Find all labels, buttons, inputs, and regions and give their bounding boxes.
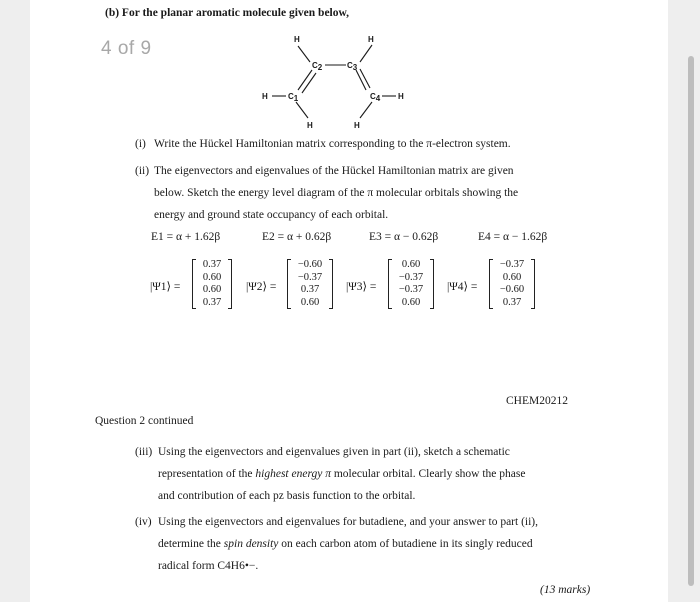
psi1-c3: 0.60 <box>202 284 222 295</box>
ket-psi2: |Ψ2⟩ = <box>246 281 277 293</box>
eigenvector-psi2 <box>287 259 333 309</box>
question-iii-emphasis: highest energy π <box>255 468 331 480</box>
ket-psi3: |Ψ3⟩ = <box>346 281 377 293</box>
question-ii-line1: The eigenvectors and eigenvalues of the Hückel Hamiltonian matrix are given <box>154 165 514 177</box>
psi2-c4: 0.60 <box>300 296 320 308</box>
atom-c3: C3 <box>347 61 358 72</box>
psi2-c1: −0.60 <box>297 259 323 270</box>
atom-c2: C2 <box>312 61 323 72</box>
ket-psi1: |Ψ1⟩ = <box>150 281 181 293</box>
atom-c1: C1 <box>288 92 299 103</box>
atom-h-top-right: H <box>368 35 374 44</box>
atom-c4: C4 <box>370 92 381 103</box>
course-code: CHEM20212 <box>506 395 568 407</box>
marks-label: (13 marks) <box>540 584 591 596</box>
psi3-c3: −0.37 <box>398 284 424 295</box>
eigenvalue-e1: E1 = α + 1.62β <box>151 231 221 243</box>
question-iv-line2c: on each carbon atom of butadiene in its singly reduced <box>278 538 533 550</box>
atom-h-bottom-left: H <box>307 121 313 130</box>
question-iii-line1: Using the eigenvectors and eigenvalues given in part (ii), sketch a schematic <box>158 446 510 458</box>
question-ii-number: (ii) <box>135 165 150 177</box>
atom-h-left: H <box>262 92 268 101</box>
psi3-c1: 0.60 <box>401 259 421 270</box>
bond-c2-c1 <box>298 70 312 90</box>
bond-h-c2 <box>298 46 310 62</box>
psi4-c3: −0.60 <box>499 284 525 295</box>
question-iii-line2a: representation of the <box>158 468 256 480</box>
eigenvalue-e3: E3 = α − 0.62β <box>369 231 439 243</box>
eigenvalue-e4: E4 = α − 1.62β <box>478 231 548 243</box>
part-b-heading: (b) For the planar aromatic molecule given below, <box>105 7 350 19</box>
atom-h-bottom-right: H <box>354 121 360 130</box>
psi1-c2: 0.60 <box>202 271 222 283</box>
eigenvector-psi4 <box>489 259 535 309</box>
psi2-c2: −0.37 <box>297 271 323 283</box>
psi3-c4: 0.60 <box>401 296 421 308</box>
scrollbar-thumb[interactable] <box>688 56 694 586</box>
atom-h-right: H <box>398 92 404 101</box>
eigenvalue-e2: E2 = α + 0.62β <box>262 231 332 243</box>
question-continued: Question 2 continued <box>95 415 194 427</box>
bond-c4-h-lower <box>360 102 372 118</box>
page-counter: 4 of 9 <box>101 38 152 59</box>
eigenvector-psi3 <box>388 259 434 309</box>
psi1-c4: 0.37 <box>202 296 222 308</box>
question-iv-line1: Using the eigenvectors and eigenvalues for butadiene, and your answer to part (ii), <box>158 516 539 528</box>
ket-psi4: |Ψ4⟩ = <box>447 281 478 293</box>
psi4-c4: 0.37 <box>502 296 522 308</box>
question-ii-line3: energy and ground state occupancy of each orbital. <box>154 209 389 221</box>
question-iii-line3: and contribution of each pz basis function to the orbital. <box>158 490 416 502</box>
question-ii-line2: below. Sketch the energy level diagram of the π molecular orbitals showing the <box>154 187 519 199</box>
bond-c3-c4 <box>356 70 366 90</box>
psi2-c3: 0.37 <box>300 284 320 295</box>
psi3-c2: −0.37 <box>398 271 424 283</box>
bond-h-c3 <box>360 45 372 62</box>
question-iv-number: (iv) <box>135 516 152 528</box>
question-iii-number: (iii) <box>135 446 153 458</box>
psi4-c1: −0.37 <box>499 259 525 270</box>
question-iv-emphasis: spin density <box>223 538 279 550</box>
atom-h-top-left: H <box>294 35 300 44</box>
question-iii-line2 <box>158 467 525 481</box>
question-iv-line3: radical form C4H6•−. <box>158 560 259 572</box>
eigenvector-psi1 <box>192 259 232 309</box>
scrollbar-track[interactable] <box>678 0 700 602</box>
molecule-structure <box>250 32 430 142</box>
question-iii-line2c: molecular orbital. Clearly show the phase <box>330 468 526 480</box>
question-iv-line2a: determine the <box>158 538 224 550</box>
question-i-number: (i) <box>135 138 146 150</box>
question-i-text: Write the Hückel Hamiltonian matrix corresponding to the π-electron system. <box>154 138 511 150</box>
bond-c1-h <box>296 102 308 118</box>
psi1-c1: 0.37 <box>202 259 222 270</box>
question-iv-line2 <box>158 537 533 551</box>
psi4-c2: 0.60 <box>502 271 522 283</box>
